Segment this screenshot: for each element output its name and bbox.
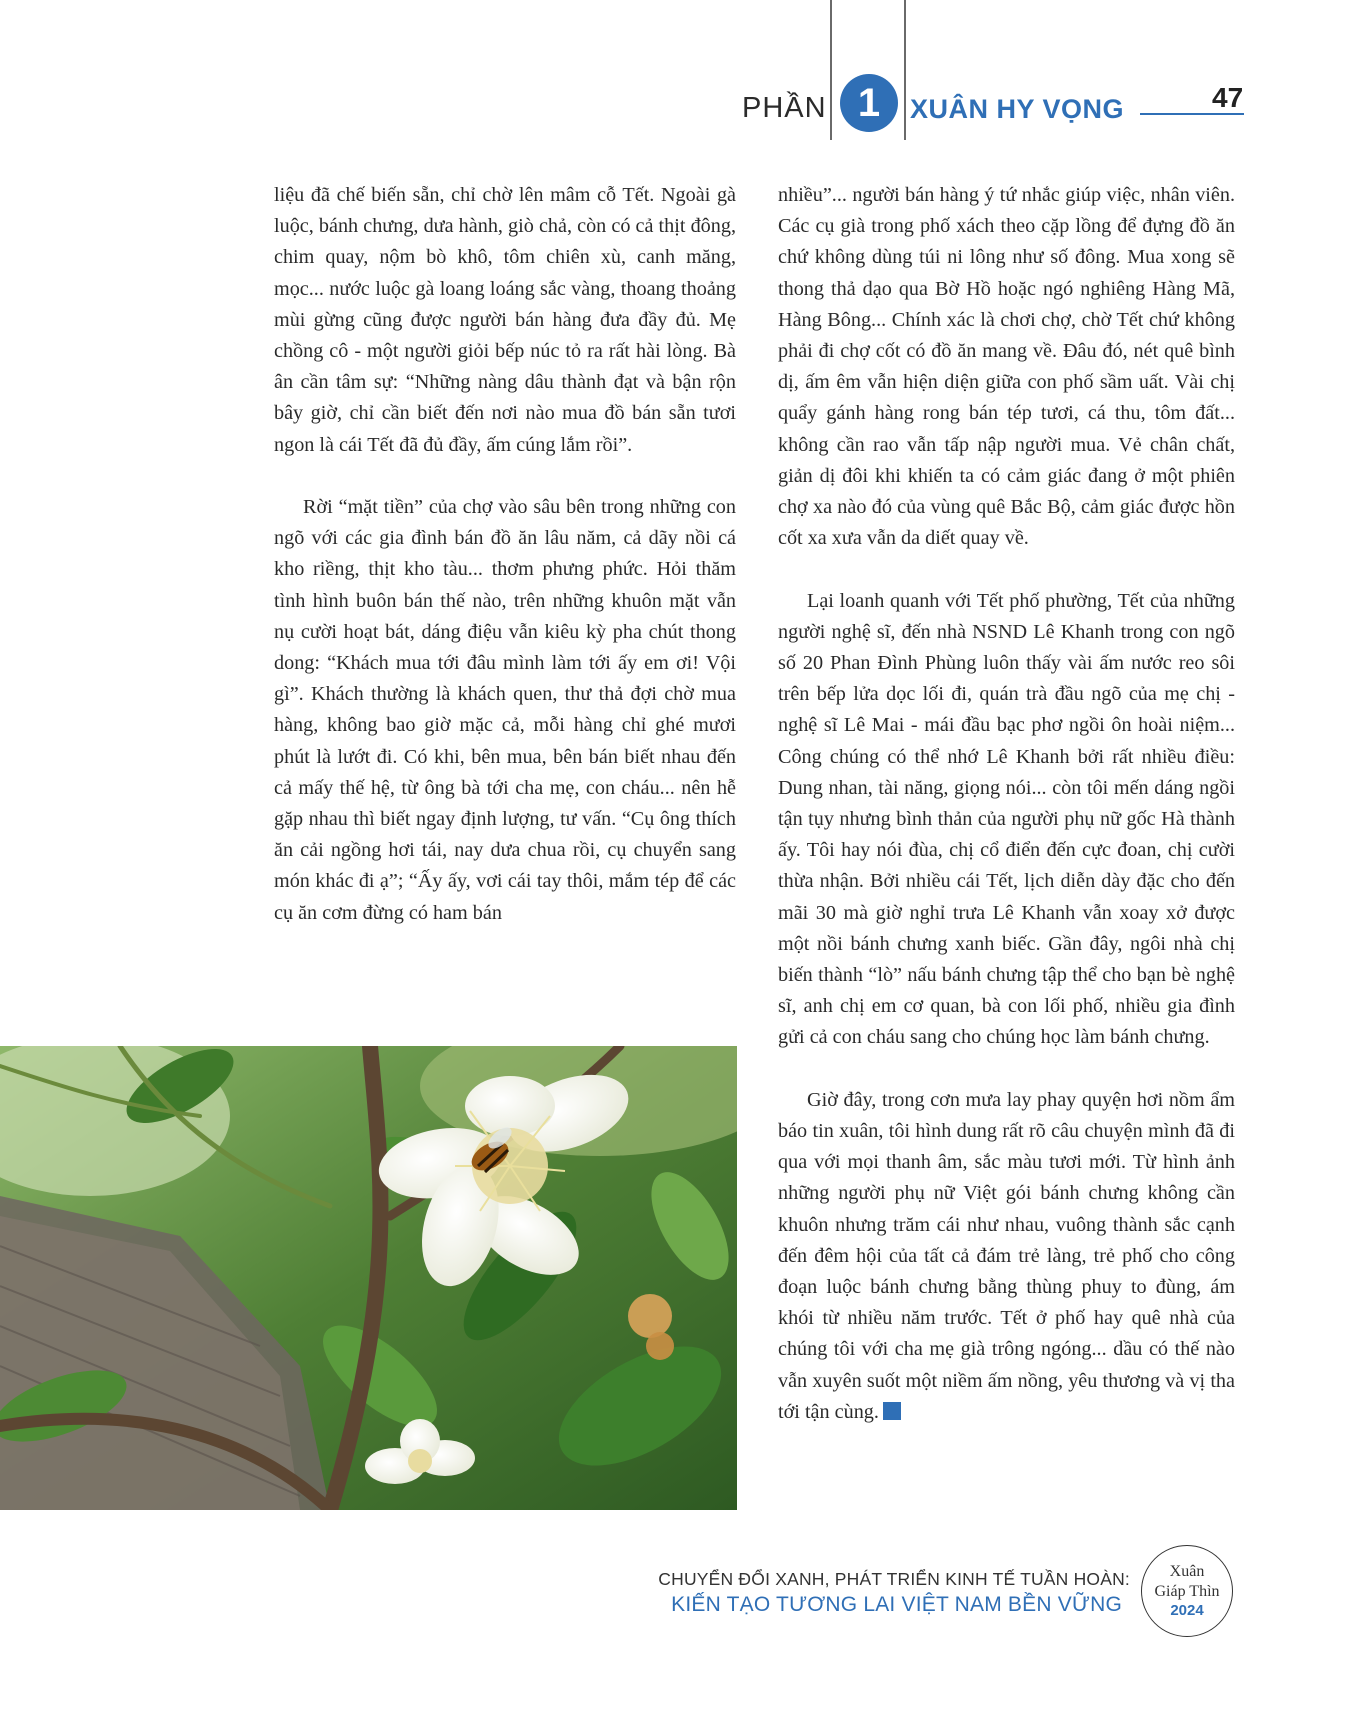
header-divider-left xyxy=(830,0,832,140)
blossom-photo xyxy=(0,1046,737,1510)
page-number: 47 xyxy=(1212,82,1244,113)
issue-badge xyxy=(1141,1545,1233,1637)
article-column-left xyxy=(274,180,736,960)
paragraph: Lại loanh quanh với Tết phố phường, Tết của những người nghệ sĩ, đến nhà NSND Lê Khanh trong con ngõ số 20 Phan Đình Phùng luôn thấy vài ấm nước reo sôi trên bếp lửa dọc lối đi, quán trà đầu ngõ của mẹ chị - nghệ sĩ Lê Mai - mái đầu bạc phơ ngồi ôn hoài niệm... Công chúng có thể nhớ Lê Khanh bởi rất nhiều điều: Dung nhan, tài năng, giọng nói... còn tôi mến dáng ngồi tận tụy nhưng bình thản của người phụ nữ gốc Hà thành ấy. Tôi hay nói đùa, chị cổ điển đến cực đoan, chị cười thừa nhận. Bởi nhiều cái Tết, lịch diễn dày đặc cho đến mãi 30 mà giờ nghỉ trưa Lê Khanh vẫn xoay xở được một nồi bánh chưng xanh biếc. Gần đây, ngôi nhà chị biến thành “lò” nấu bánh chưng tập thể cho bạn bè nghệ sĩ, anh chị em cơ quan, bà con lối phố, nhiều gia đình gửi cả con cháu sang cho chúng học làm bánh chưng. xyxy=(778,589,1235,1049)
badge-year: 2024 xyxy=(1170,1602,1204,1619)
paragraph-last xyxy=(778,1085,1235,1428)
part-number-badge: 1 xyxy=(840,74,898,132)
badge-line2: Giáp Thìn xyxy=(1154,1583,1220,1600)
paragraph: liệu đã chế biến sẵn, chỉ chờ lên mâm cỗ Tết. Ngoài gà luộc, bánh chưng, dưa hành, giò chả, còn có cả thịt đông, chim quay, nộm bò khô, tôm chiên xù, canh măng, mọc... nước luộc gà loang loáng sắc vàng, thoang thoảng mùi gừng cũng được người bán hàng đưa đầy đủ. Mẹ chồng cô - một người giỏi bếp núc tỏ ra rất hài lòng. Bà ân cần tâm sự: “Những nàng dâu thành đạt và bận rộn bây giờ, chỉ cần biết đến nơi nào mua đồ bán sẵn tươi ngon là cái Tết đã đủ đầy, ấm cúng lắm rồi”. xyxy=(274,184,736,456)
paragraph: Rời “mặt tiền” của chợ vào sâu bên trong những con ngõ với các gia đình bán đồ ăn lâu năm, cả dãy nồi cá kho riềng, thịt kho tàu... thơm phưng phức. Hỏi thăm tình hình buôn bán thế nào, trên những khuôn mặt vẫn nụ cười hoạt bát, dáng điệu vẫn kiêu kỳ pha chút thong dong: “Khách mua tới đâu mình làm tới ấy em ơi! Vội gì”. Khách thường là khách quen, thư thả đợi chờ mua hàng, không bao giờ mặc cả, mỗi hàng chỉ ghé mươi phút là lướt đi. Có khi, bên mua, bên bán biết nhau đến cả mấy thế hệ, từ ông bà tới cha mẹ, con cháu... nên hễ gặp nhau thì biết ngay định lượng, tư vấn. “Cụ ông thích ăn cải ngồng hơi tái, nay dưa chua rồi, cụ chuyển sang món khác đi ạ”; “Ấy ấy, vơi cái tay thôi, mắm tép để các cụ ăn cơm đừng có ham bán xyxy=(274,496,736,924)
header-divider-right xyxy=(904,0,906,140)
paragraph-text: Giờ đây, trong cơn mưa lay phay quyện hơi nồm ẩm báo tin xuân, tôi hình dung rất rõ câu chuyện mình đã đi qua với mọi thanh âm, sắc màu tươi mới. Từ hình ảnh những người phụ nữ Việt gói bánh chưng không cần khuôn nhưng trăm cái như nhau, vuông thành sắc cạnh đến đêm hội của tất cả đám trẻ làng, trẻ phố cho công đoạn luộc bánh chưng bằng thùng phuy to đùng, ám khói từ nhiều năm trước. Tết ở phố hay quê nhà của chúng tôi với cha mẹ già trông ngóng... dầu có thế nào vẫn xuyên suốt một niềm ấm nồng, yêu thương và vị tha tới tận cùng. xyxy=(778,1088,1235,1423)
footer-theme-line2: KIẾN TẠO TƯƠNG LAI VIỆT NAM BỀN VỮNG xyxy=(671,1593,1122,1616)
footer-theme-line1: CHUYỂN ĐỔI XANH, PHÁT TRIỂN KINH TẾ TUẦN HOÀN: xyxy=(658,1569,1130,1589)
section-title: XUÂN HY VỌNG xyxy=(910,94,1125,124)
article-column-right xyxy=(778,180,1235,1459)
part-label: PHẦN xyxy=(742,92,827,124)
end-of-article-mark xyxy=(883,1402,901,1420)
badge-line1: Xuân xyxy=(1169,1563,1205,1580)
paragraph: nhiều”... người bán hàng ý tứ nhắc giúp việc, nhân viên. Các cụ già trong phố xách theo cặp lồng để đựng đồ ăn chứ không dùng túi ni lông như số đông. Mua xong sẽ thong thả dạo qua Bờ Hồ hoặc ngó nghiêng Hàng Mã, Hàng Bông... Chính xác là chơi chợ, chờ Tết chứ không phải đi chợ cốt có đồ ăn mang về. Đâu đó, nét quê bình dị, ấm êm vẫn hiện diện giữa con phố sầm uất. Vài chị quẩy gánh hàng rong bán tép tươi, cá thu, tôm đất... không cần rao vẫn tấp nập người mua. Vẻ chân chất, giản dị đôi khi khiến ta có cảm giác đang ở một phiên chợ xa nào đó của vùng quê Bắc Bộ, cảm giác được hồn cốt xa xưa vẫn da diết quay về. xyxy=(778,184,1235,550)
